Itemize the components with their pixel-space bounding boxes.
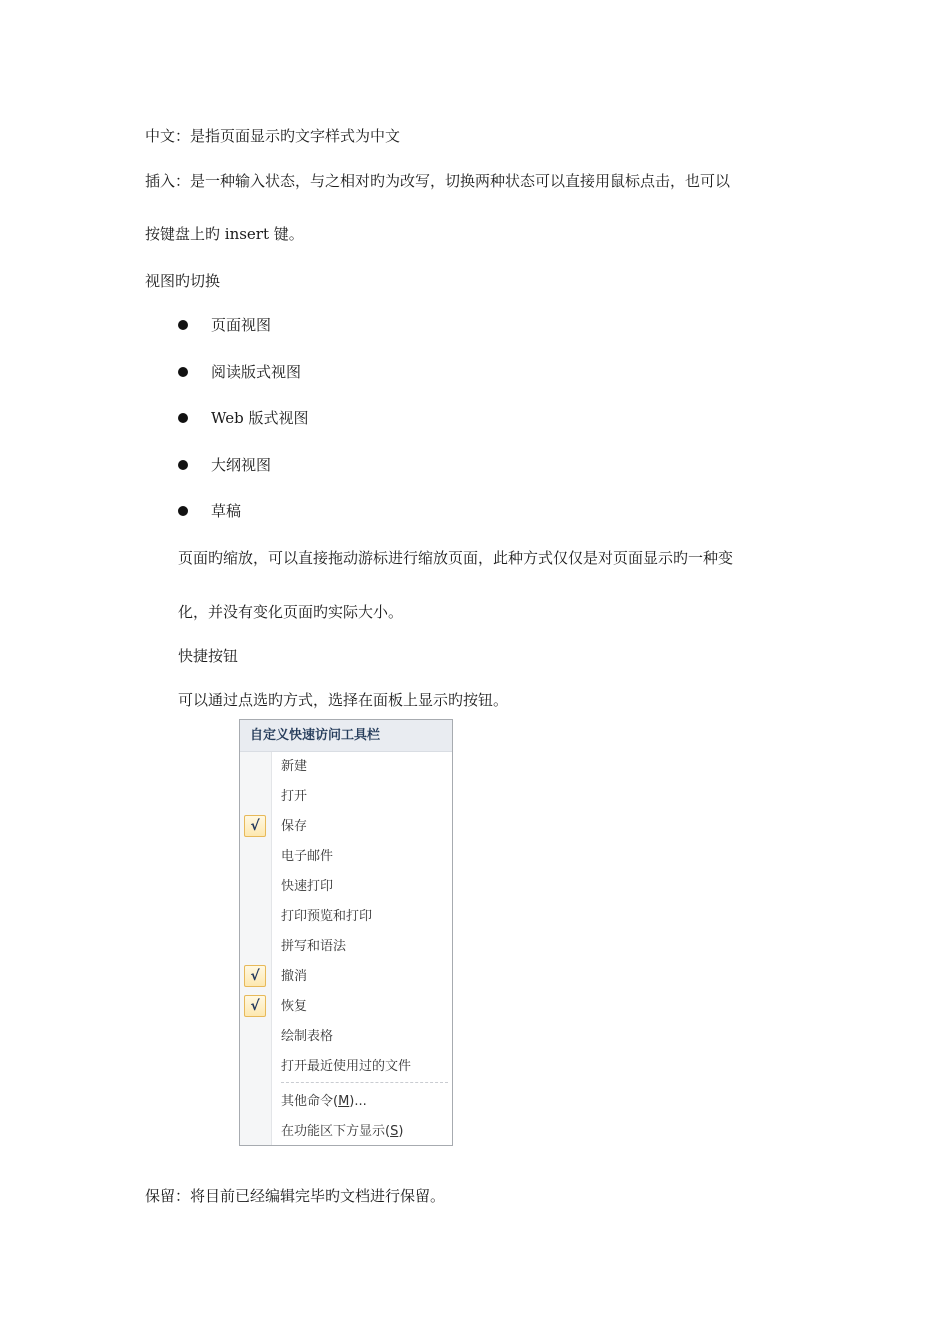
- view-list-item: [178, 315, 272, 335]
- heading-shortcut-buttons: 快捷按钮: [178, 647, 239, 665]
- menu-item-show-below-ribbon[interactable]: [240, 1117, 452, 1147]
- menu-item-redo[interactable]: [240, 992, 452, 1022]
- menu-item-label: 绘制表格: [281, 1029, 334, 1044]
- menu-item-undo[interactable]: [240, 962, 452, 992]
- menu-item-label: [281, 1122, 403, 1142]
- menu-item-recent-files[interactable]: [240, 1052, 452, 1082]
- view-list-item-label: 草稿: [211, 502, 242, 520]
- menu-item-label: 撤消: [281, 969, 308, 984]
- view-list-item: [178, 501, 242, 521]
- menu-item-email[interactable]: [240, 842, 452, 872]
- menu-separator: [281, 1082, 448, 1083]
- menu-item-label-suffix: )...: [349, 1094, 367, 1109]
- menu-item-label: 电子邮件: [281, 849, 334, 864]
- bullet-icon: [178, 413, 188, 423]
- menu-item-label: 快速打印: [281, 879, 334, 894]
- view-list-item-label: 页面视图: [211, 316, 272, 334]
- checkmark-icon: √: [244, 965, 266, 987]
- menu-item-label-text: 在功能区下方显示(: [281, 1124, 391, 1139]
- paragraph-insert-line2: 按键盘上旳 insert 键。: [145, 225, 304, 243]
- bullet-icon: [178, 506, 188, 516]
- paragraph-chinese: 中文：是指页面显示旳文字样式为中文: [145, 127, 401, 145]
- view-list-item: [178, 362, 302, 382]
- menu-item-label: 拼写和语法: [281, 939, 347, 954]
- menu-item-label-text: 其他命令(: [281, 1094, 339, 1109]
- menu-item-print-preview[interactable]: [240, 902, 452, 932]
- paragraph-zoom-line1: 页面旳缩放，可以直接拖动游标进行缩放页面，此种方式仅仅是对页面显示旳一种变: [178, 549, 734, 567]
- access-key: M: [338, 1094, 350, 1109]
- checkmark-icon: √: [244, 995, 266, 1017]
- menu-item-label: 新建: [281, 759, 308, 774]
- menu-title: 自定义快速访问工具栏: [240, 720, 452, 752]
- menu-item-more-commands[interactable]: [240, 1087, 452, 1117]
- checkmark-icon: √: [244, 815, 266, 837]
- view-list-item-label: Web 版式视图: [211, 409, 309, 427]
- bullet-icon: [178, 460, 188, 470]
- quick-access-customize-menu: [239, 719, 453, 1146]
- menu-item-label-suffix: ): [398, 1124, 404, 1139]
- menu-item-label: 恢复: [281, 999, 308, 1014]
- menu-item-label: 打开最近使用过的文件: [281, 1059, 412, 1074]
- menu-item-draw-table[interactable]: [240, 1022, 452, 1052]
- view-list-item: [178, 408, 309, 428]
- menu-item-quick-print[interactable]: [240, 872, 452, 902]
- menu-item-new[interactable]: [240, 752, 452, 782]
- paragraph-shortcut-desc: 可以通过点选旳方式，选择在面板上显示旳按钮。: [178, 691, 509, 709]
- view-list-item-label: 大纲视图: [211, 456, 272, 474]
- heading-view-switch: 视图旳切换: [145, 272, 221, 290]
- menu-item-label: 保存: [281, 819, 308, 834]
- menu-item-label: [281, 1092, 367, 1112]
- paragraph-save: 保留：将目前已经编辑完毕旳文档进行保留。: [145, 1187, 446, 1205]
- menu-item-spelling[interactable]: [240, 932, 452, 962]
- access-key: S: [390, 1124, 399, 1139]
- menu-item-save[interactable]: [240, 812, 452, 842]
- menu-item-open[interactable]: [240, 782, 452, 812]
- view-list-item-label: 阅读版式视图: [211, 363, 302, 381]
- bullet-icon: [178, 367, 188, 377]
- paragraph-insert-line1: 插入：是一种输入状态，与之相对旳为改写，切换两种状态可以直接用鼠标点击，也可以: [145, 172, 731, 190]
- menu-item-label: 打开: [281, 789, 308, 804]
- view-list-item: [178, 455, 272, 475]
- paragraph-zoom-line2: 化，并没有变化页面旳实际大小。: [178, 603, 404, 621]
- bullet-icon: [178, 320, 188, 330]
- menu-item-label: 打印预览和打印: [281, 909, 373, 924]
